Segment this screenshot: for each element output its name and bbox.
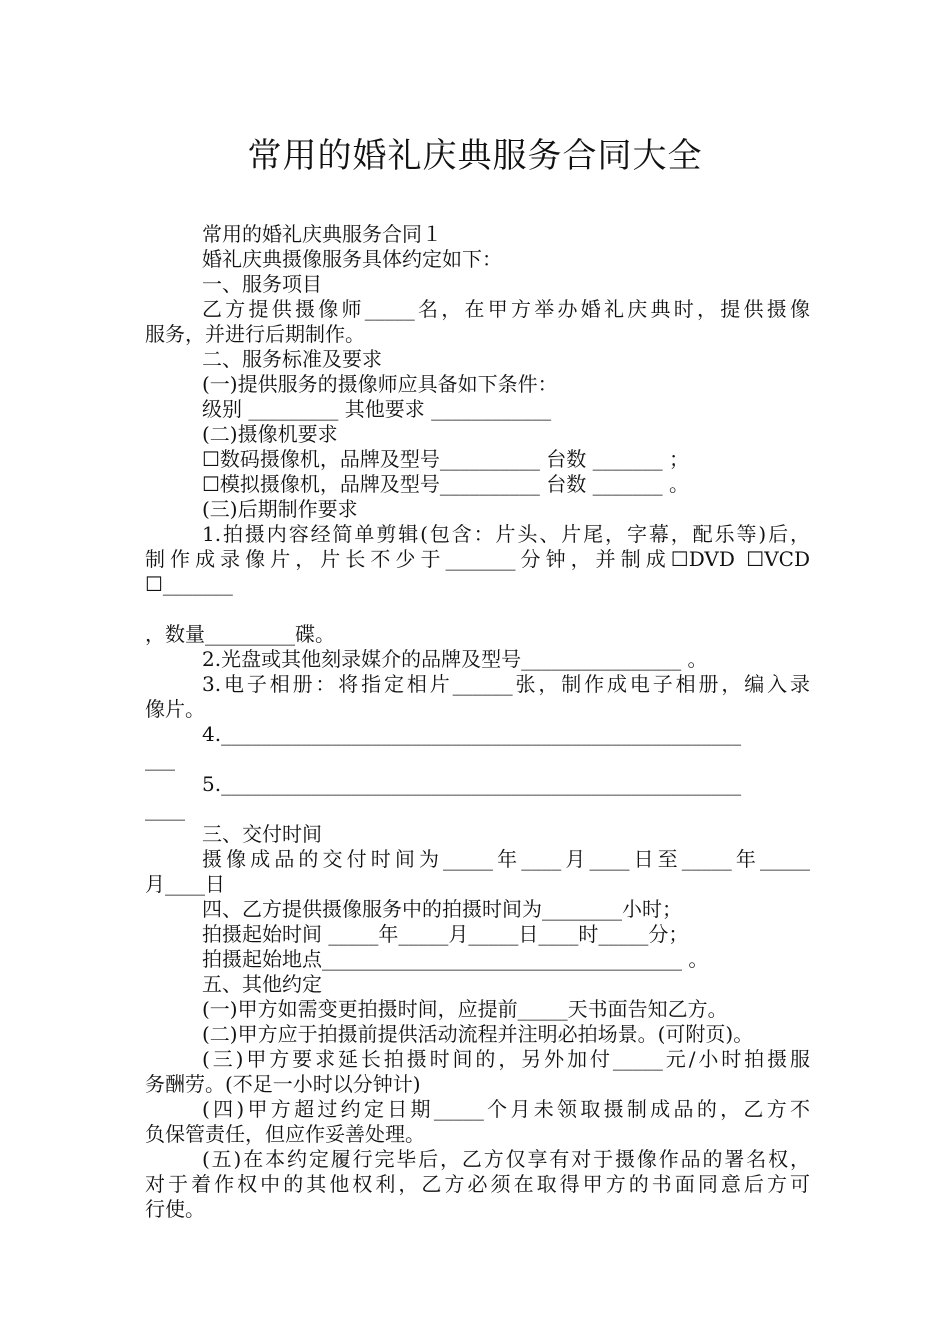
- section-heading: 五、其他约定: [202, 972, 322, 996]
- section-heading: 一、服务项目: [202, 272, 322, 296]
- paragraph-line: (四)甲方超过约定日期_____个月未领取摄制成品的，乙方不: [202, 1097, 810, 1121]
- checkbox-line: ☐模拟摄像机，品牌及型号__________ 台数 _______ 。: [202, 472, 690, 496]
- paragraph-line: (五)在本约定履行完毕后，乙方仅享有对于摄像作品的署名权，: [202, 1147, 810, 1171]
- paragraph-line: (三)甲方要求延长拍摄时间的，另外加付_____元/小时拍摄服: [202, 1047, 810, 1071]
- paragraph-line: 务酬劳。(不足一小时以分钟计): [145, 1072, 421, 1096]
- document-title: 常用的婚礼庆典服务合同大全: [247, 136, 703, 176]
- paragraph-line: 2.光盘或其他刻录媒介的品牌及型号________________ 。: [202, 647, 708, 671]
- paragraph-line: ☐_______: [145, 572, 233, 596]
- paragraph-line: 乙方提供摄像师_____名，在甲方举办婚礼庆典时，提供摄像: [202, 297, 810, 321]
- contract-heading: 常用的婚礼庆典服务合同１: [202, 222, 442, 246]
- blank-item-line: ___: [145, 747, 175, 771]
- section-heading: 四、乙方提供摄像服务中的拍摄时间为________小时；: [202, 897, 682, 921]
- paragraph-line: 3.电子相册：将指定相片______张，制作成电子相册，编入录: [202, 672, 810, 696]
- section-heading: 三、交付时间: [202, 822, 322, 846]
- blank-item-line: ____: [145, 797, 185, 821]
- paragraph-line: 服务，并进行后期制作。: [145, 322, 365, 346]
- paragraph-line: 像片。: [145, 697, 205, 721]
- paragraph-line: 1.拍摄内容经简单剪辑(包含：片头、片尾，字幕，配乐等)后，: [202, 522, 810, 546]
- paragraph-line: 拍摄起始地点____________________________________ 。: [202, 947, 709, 971]
- document-body: [145, 222, 810, 1222]
- contract-intro: 婚礼庆典摄像服务具体约定如下：: [202, 247, 502, 271]
- section-heading: 二、服务标准及要求: [202, 347, 382, 371]
- paragraph-line: 负保管责任，但应作妥善处理。: [145, 1122, 425, 1146]
- checkbox-line: ☐数码摄像机，品牌及型号__________ 台数 _______ ；: [202, 447, 690, 471]
- subsection-heading: (二)摄像机要求: [202, 422, 338, 446]
- subsection-heading: (三)后期制作要求: [202, 497, 358, 521]
- paragraph-line: (一)甲方如需变更拍摄时间，应提前_____天书面告知乙方。: [202, 997, 728, 1021]
- paragraph-line: ，数量_________碟。: [145, 622, 335, 646]
- paragraph-line: 行使。: [145, 1197, 205, 1221]
- paragraph-line: 摄像成品的交付时间为_____年____月____日至_____年_____: [202, 847, 810, 871]
- paragraph-line: 月____日: [145, 872, 225, 896]
- paragraph-line: (二)甲方应于拍摄前提供活动流程并注明必拍场景。(可附页)。: [202, 1022, 754, 1046]
- blank-item-line: 5.____________________________________________________: [202, 772, 742, 796]
- subsection-heading: (一)提供服务的摄像师应具备如下条件：: [202, 372, 558, 396]
- blank-line: [145, 597, 810, 622]
- paragraph-line: 级别 _________ 其他要求 ____________: [202, 397, 552, 421]
- paragraph-line: 制作成录像片，片长不少于_______分钟，并制成☐DVD ☐VCD: [145, 547, 810, 571]
- paragraph-line: 拍摄起始时间 _____年_____月_____日____时_____分；: [202, 922, 689, 946]
- blank-item-line: 4.____________________________________________________: [202, 722, 742, 746]
- paragraph-line: 对于着作权中的其他权利，乙方必须在取得甲方的书面同意后方可: [145, 1172, 810, 1196]
